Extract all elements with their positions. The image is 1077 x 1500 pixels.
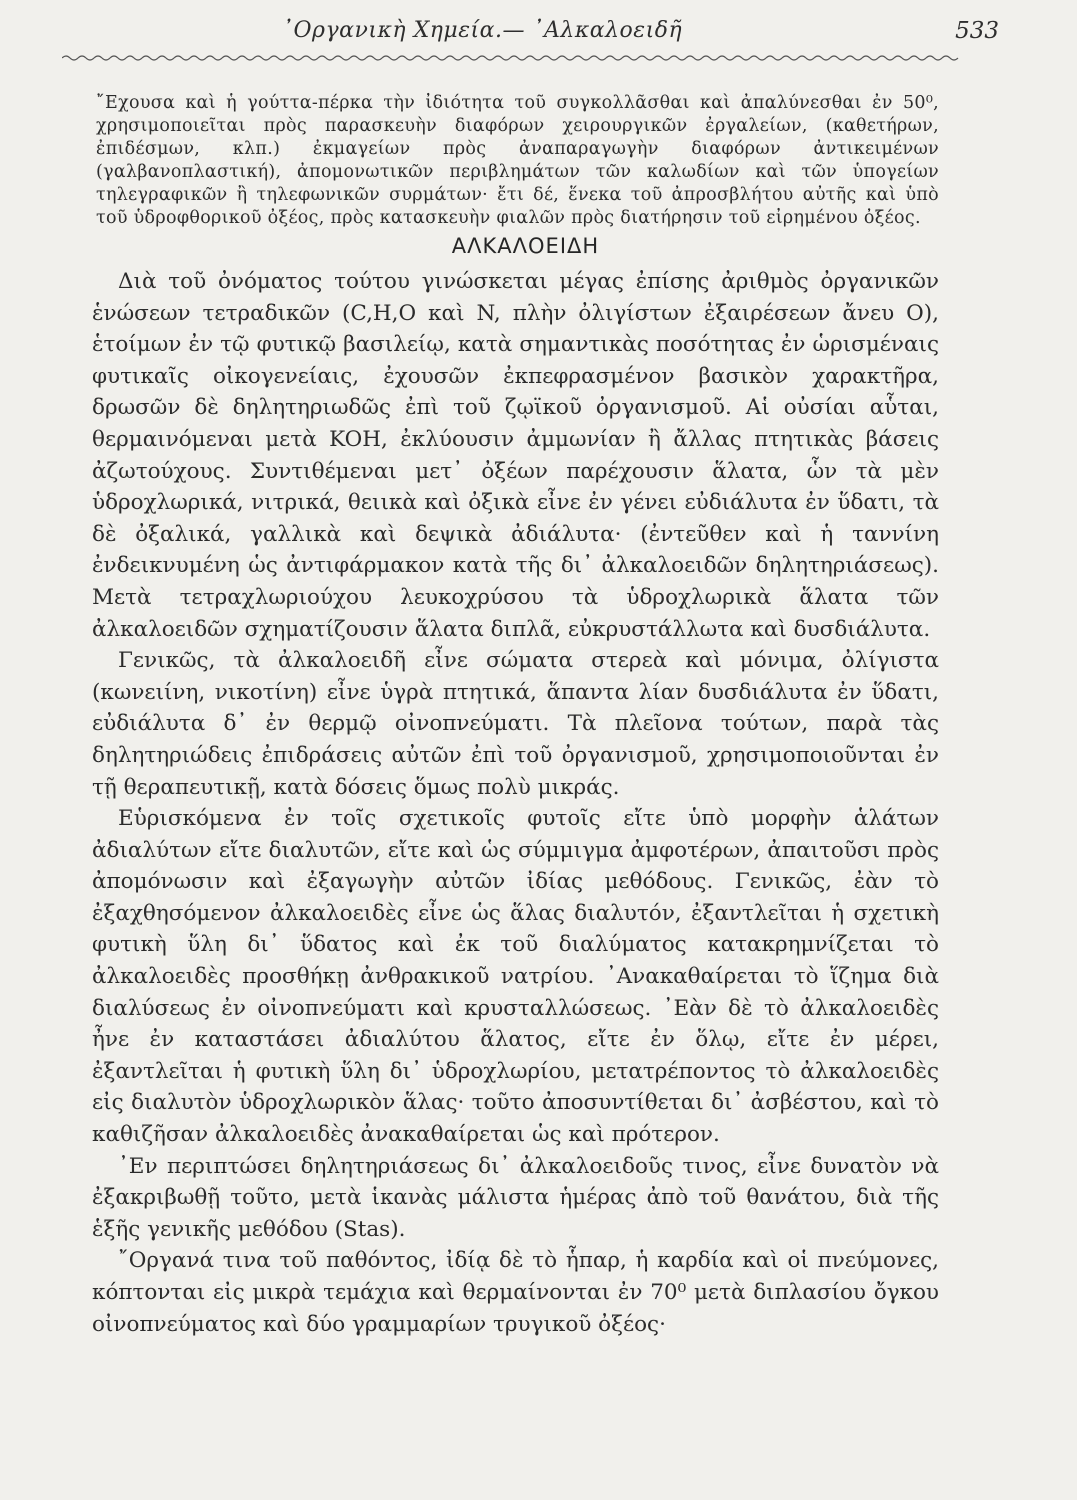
intro-text [92,92,939,230]
paragraph-5: ῎Οργανά τινα τοῦ παθόντος, ἰδίᾳ δὲ τὸ ἧπαρ, ἡ καρδία καὶ οἱ πνεύμονες, κόπτονται εἰς μικρὰ τεμάχια καὶ θερμαίνονται ἐν 70⁰ μετὰ διπλασίου ὄγκου οἰνοπνεύματος καὶ δύο γραμμαρίων τρυγικοῦ ὀξέος· [92,1248,939,1337]
running-title: ᾿Οργανικὴ Χημεία.— ᾿Αλκαλοειδῆ [282,18,683,43]
page-number: 533 [955,18,999,44]
main-text [92,266,939,1340]
paragraph-1: Διὰ τοῦ ὀνόματος τούτου γινώσκεται μέγας ἐπίσης ἀριθμὸς ὀργανικῶν ἑνώσεων τετραδικῶν (C,H,O καὶ N, πλὴν ὀλιγίστων ἐξαιρέσεων ἄνευ O), ἑτοίμων ἐν τῷ φυτικῷ βασιλείῳ, κατὰ σημαντικὰς ποσότητας ἐν ὡρισμέναις φυτικαῖς οἰκογενείαις, ἐχουσῶν ἐκπεφρασμένον βασικὸν χαρακτῆρα, δρωσῶν δὲ δηλητηριωδῶς ἐπὶ τοῦ ζῳϊκοῦ ὀργανισμοῦ. Αἱ οὐσίαι αὗται, θερμαινόμεναι μετὰ KOH, ἐκλύουσιν ἀμμωνίαν ἢ ἄλλας πτητικὰς βάσεις ἀζωτούχους. Συντιθέμεναι μετ᾿ ὀξέων παρέχουσιν ἅλατα, ὧν τὰ μὲν ὑδροχλωρικά, νιτρικά, θειικὰ καὶ ὀξικὰ εἶνε ἐν γένει εὐδιάλυτα ἐν ὕδατι, τὰ δὲ ὀξαλικά, γαλλικὰ καὶ δεψικὰ ἀδιάλυτα· (ἐντεῦθεν καὶ ἡ ταννίνη ἐνδεικνυμένη ὡς ἀντιφάρμακον κατὰ τῆς δι᾿ ἀλκαλοειδῶν δηλητηριάσεως). Μετὰ τετραχλωριούχου λευκοχρύσου τὰ ὑδροχλωρικὰ ἅλατα τῶν ἀλκαλοειδῶν σχηματίζουσιν ἅλατα διπλᾶ, εὐκρυστάλλωτα καὶ δυσδιάλυτα. [92,269,939,642]
section-title: ΑΛΚΑΛΟΕΙΔΗ [451,234,600,258]
paragraph-3: Εὑρισκόμενα ἐν τοῖς σχετικοῖς φυτοῖς εἴτε ὑπὸ μορφὴν ἁλάτων ἀδιαλύτων εἴτε διαλυτῶν, εἴτε καὶ ὡς σύμμιγμα ἀμφοτέρων, ἀπαιτοῦσι πρὸς ἀπομόνωσιν καὶ ἐξαγωγὴν αὐτῶν ἰδίας μεθόδους. Γενικῶς, ἐὰν τὸ ἐξαχθησόμενον ἀλκαλοειδὲς εἶνε ὡς ἅλας διαλυτόν, ἐξαντλεῖται ἡ σχετικὴ φυτικὴ ὕλη δι᾿ ὕδατος καὶ ἐκ τοῦ διαλύματος κατακρημνίζεται τὸ ἀλκαλοειδὲς προσθήκῃ ἀνθρακικοῦ νατρίου. ᾿Ανακαθαίρεται τὸ ἵζημα διὰ διαλύσεως ἐν οἰνοπνεύματι καὶ κρυσταλλώσεως. ᾿Εὰν δὲ τὸ ἀλκαλοειδὲς ἦνε ἐν καταστάσει ἀδιαλύτου ἅλατος, εἴτε ἐν ὅλῳ, εἴτε ἐν μέρει, ἐξαντλεῖται ἡ φυτικὴ ὕλη δι᾿ ὑδροχλωρίου, μετατρέποντος τὸ ἀλκαλοειδὲς εἰς διαλυτὸν ὑδροχλωρικὸν ἅλας· τοῦτο ἀποσυντίθεται δι᾿ ἀσβέστου, καὶ τὸ καθιζῆσαν ἀλκαλοειδὲς ἀνακαθαίρεται ὡς καὶ πρότερον. [92,806,939,1148]
intro-paragraph: ῎Εχουσα καὶ ἡ γούττα-πέρκα τὴν ἰδιότητα τοῦ συγκολλᾶσθαι καὶ ἀπαλύνεσθαι ἐν 50⁰, χρησιμοποιεῖται πρὸς παρασκευὴν διαφόρων χειρουργικῶν ἐργαλείων, (καθετήρων, ἐπιδέσμων, κλπ.) ἐκμαγείων πρὸς ἀναπαραγωγὴν διαφόρων ἀντικειμένων (γαλβανοπλαστική), ἀπομονωτικῶν περιβλημάτων τῶν καλωδίων καὶ τῶν ὑπογείων τηλεγραφικῶν ἢ τηλεφωνικῶν συρμάτων· ἔτι δέ, ἕνεκα τοῦ ἀπροσβλήτου αὐτῆς καὶ ὑπὸ τοῦ ὑδροφθορικοῦ ὀξέος, πρὸς κατασκευὴν φιαλῶν πρὸς διατήρησιν τοῦ εἰρημένου ὀξέος. [96,93,939,228]
page-header [92,18,999,58]
paragraph-4: ᾿Εν περιπτώσει δηλητηριάσεως δι᾿ ἀλκαλοειδοῦς τινος, εἶνε δυνατὸν νὰ ἐξακριβωθῇ τοῦτο, μετὰ ἱκανὰς μάλιστα ἡμέρας ἀπὸ τοῦ θανάτου, διὰ τῆς ἑξῆς γενικῆς μεθόδου (Stas). [92,1153,939,1242]
wavy-header-rule [62,54,962,62]
paragraph-2: Γενικῶς, τὰ ἀλκαλοειδῆ εἶνε σώματα στερεὰ καὶ μόνιμα, ὀλίγιστα (κωνειίνη, νικοτίνη) εἶνε ὑγρὰ πτητικά, ἅπαντα λίαν δυσδιάλυτα ἐν ὕδατι, εὐδιάλυτα δ᾿ ἐν θερμῷ οἰνοπνεύματι. Τὰ πλεῖονα τούτων, παρὰ τὰς δηλητηριώδεις ἐπιδράσεις αὐτῶν ἐπὶ τοῦ ὀργανισμοῦ, χρησιμοποιοῦνται ἐν τῇ θεραπευτικῇ, κατὰ δόσεις ὅμως πολὺ μικράς. [92,648,939,800]
